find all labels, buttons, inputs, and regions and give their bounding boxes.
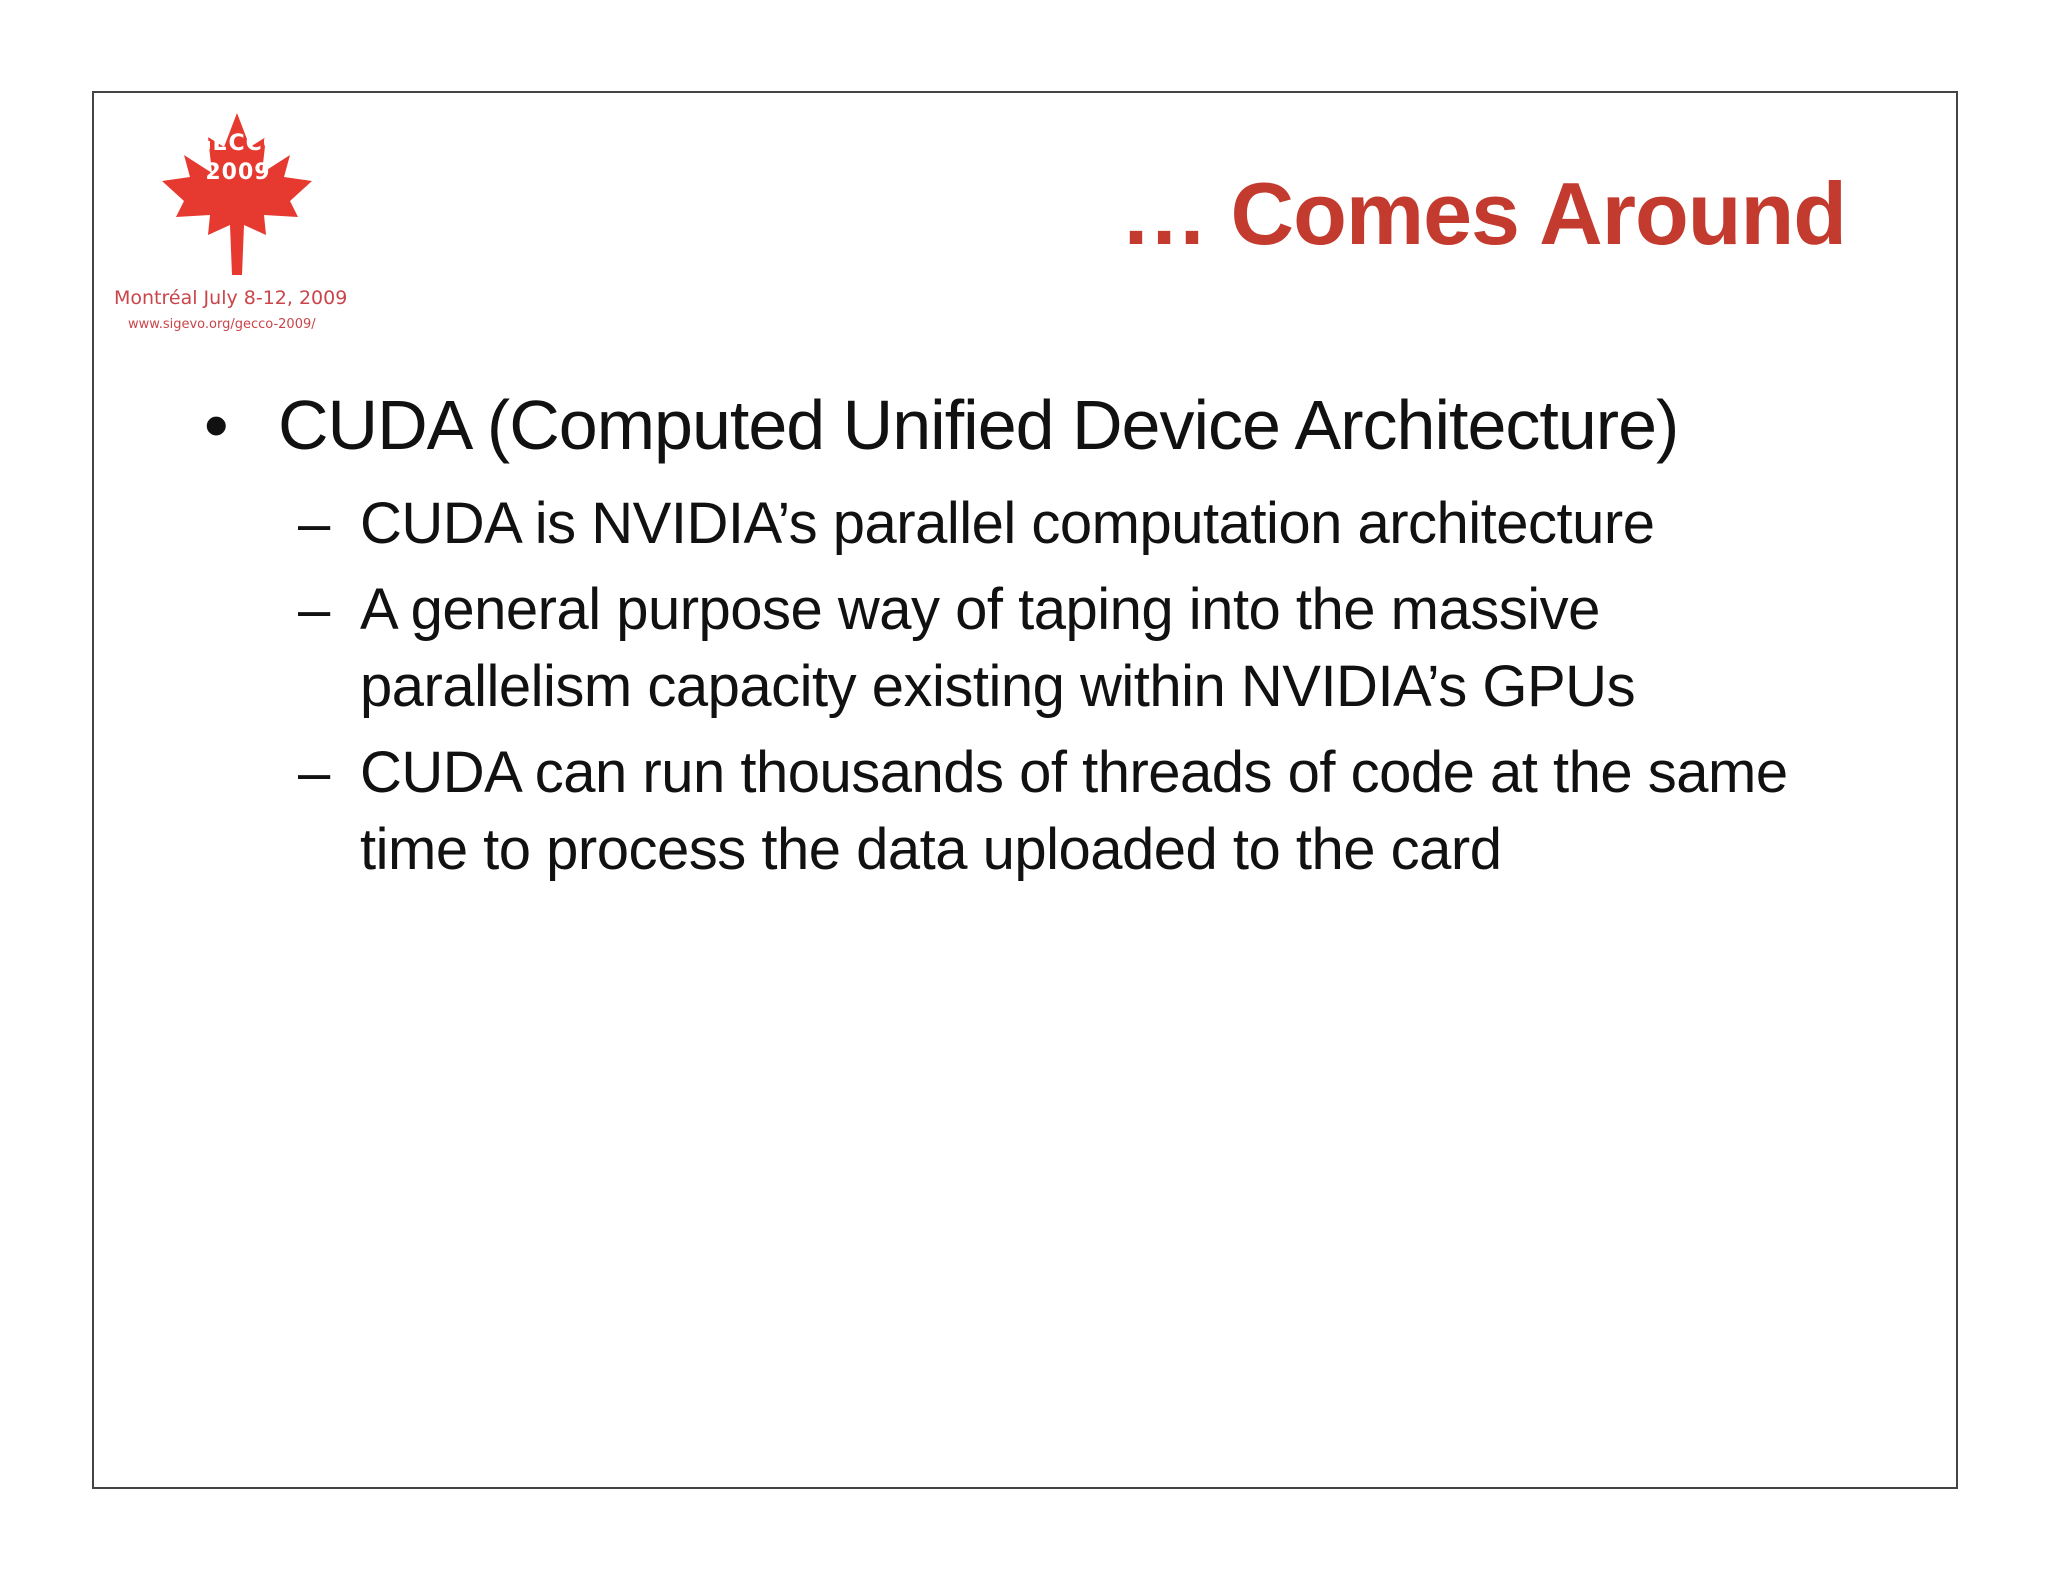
logo-place-date: Montréal July 8-12, 2009 xyxy=(114,287,348,309)
slide-frame xyxy=(92,91,1958,1489)
slide-title: … Comes Around xyxy=(1120,164,1846,263)
logo-text-year: 2009 xyxy=(205,160,271,185)
sub-item-text: CUDA is NVIDIA’s parallel computation architecture xyxy=(360,491,1655,556)
sub-marker: – xyxy=(298,740,330,805)
bullet-marker: • xyxy=(204,386,228,464)
gecco-logo xyxy=(114,111,384,341)
bullet-text: CUDA (Computed Unified Device Architecture) xyxy=(278,386,1679,464)
logo-text-gecco: GECCO xyxy=(193,131,283,156)
sub-item-text: CUDA can run thousands of threads of code at the same time to process the data uploaded to the card xyxy=(360,740,1788,882)
logo-url: www.sigevo.org/gecco-2009/ xyxy=(128,317,316,332)
sub-item-text: A general purpose way of taping into the massive parallelism capacity existing within NVIDIA’s GPUs xyxy=(360,577,1636,719)
sub-marker: – xyxy=(298,491,330,556)
sub-marker: – xyxy=(298,577,330,642)
